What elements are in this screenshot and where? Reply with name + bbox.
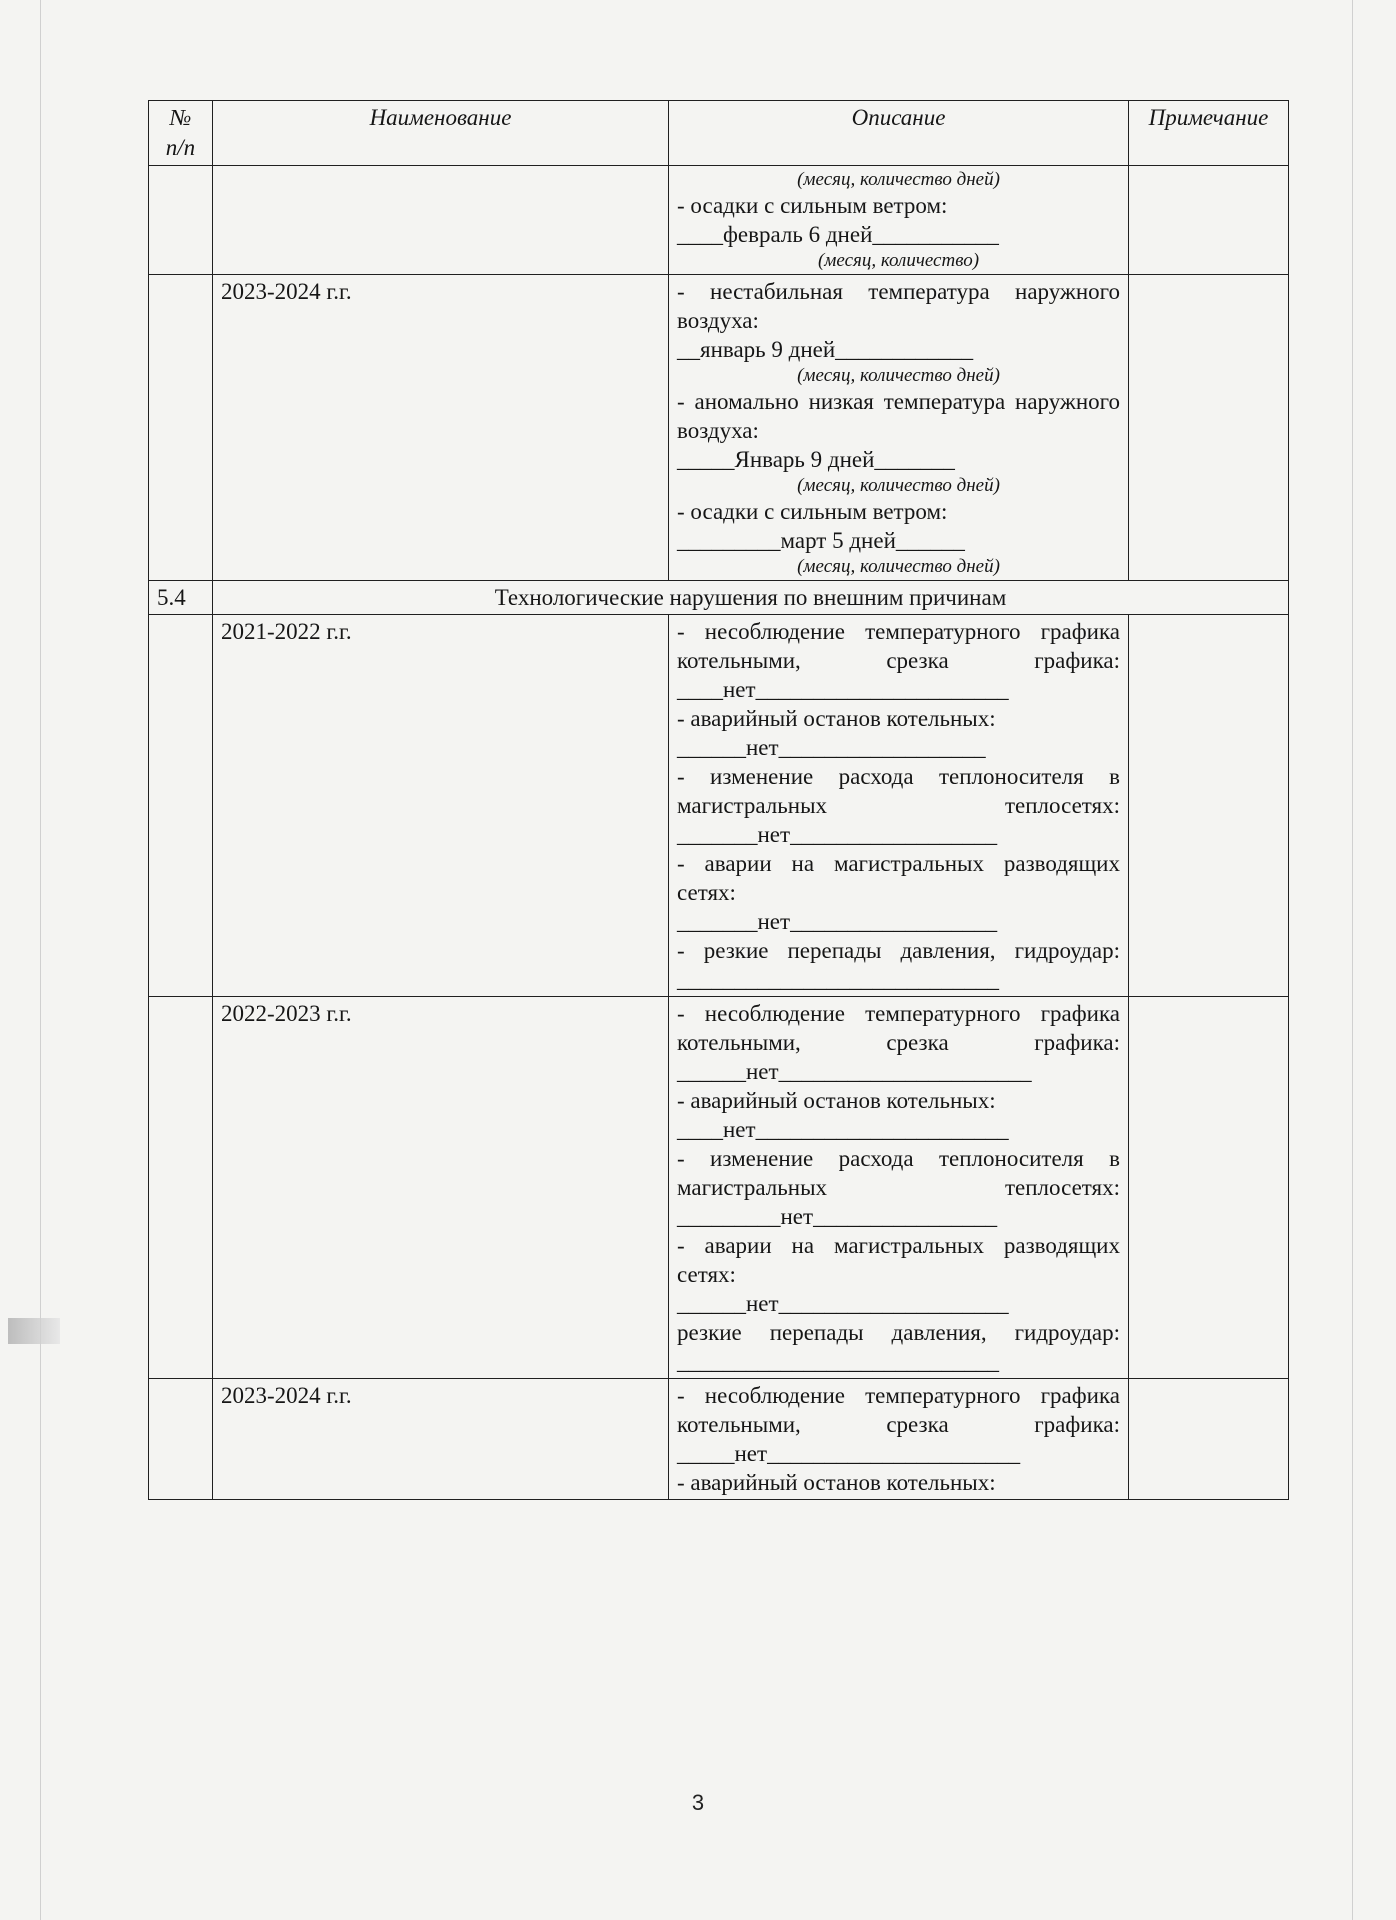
caption: (месяц, количество) xyxy=(817,250,980,271)
scan-line xyxy=(1352,0,1353,1920)
desc-line: - аномально низкая температура наружного воздуха: xyxy=(677,389,1120,443)
header-num: № п/п xyxy=(149,101,213,166)
fill-line: ______нет____________________ xyxy=(677,1291,1009,1316)
caption: (месяц, количество дней) xyxy=(797,365,1000,386)
scan-artifact xyxy=(8,1318,60,1344)
desc-line: - осадки с сильным ветром: xyxy=(677,499,948,524)
caption: (месяц, количество дней) xyxy=(797,556,1000,577)
desc-cell xyxy=(669,275,1129,581)
desc-line: - осадки с сильным ветром: xyxy=(677,193,948,218)
desc-line: - аварии на магистральных разводящих сетях: xyxy=(677,1233,1120,1287)
fill-line: _____нет______________________ xyxy=(677,1441,1021,1466)
section-title: Технологические нарушения по внешним причинам xyxy=(213,581,1289,615)
fill-line: ____________________________ xyxy=(677,1349,999,1374)
note-cell xyxy=(1129,166,1289,275)
desc-cell xyxy=(669,1379,1129,1500)
period-label: 2023-2024 г.г. xyxy=(213,275,669,581)
period-label: 2021-2022 г.г. xyxy=(213,615,669,997)
num-cell xyxy=(149,275,213,581)
note-cell xyxy=(1129,1379,1289,1500)
desc-line: - аварии на магистральных разводящих сетях: xyxy=(677,851,1120,905)
num-cell xyxy=(149,615,213,997)
note-cell xyxy=(1129,997,1289,1379)
fill-line: _________март 5 дней______ xyxy=(677,528,965,553)
desc-line: - изменение расхода теплоносителя в магистральных теплосетях: xyxy=(677,1146,1120,1200)
num-cell xyxy=(149,166,213,275)
section-number: 5.4 xyxy=(149,581,213,615)
header-note: Примечание xyxy=(1129,101,1289,166)
desc-line: - аварийный останов котельных: xyxy=(677,706,996,731)
table-row xyxy=(149,1379,1289,1500)
table-row xyxy=(149,997,1289,1379)
table-header-row xyxy=(149,101,1289,166)
header-desc: Описание xyxy=(669,101,1129,166)
section-row xyxy=(149,581,1289,615)
desc-line: - несоблюдение температурного графика котельными, срезка графика: xyxy=(677,1001,1120,1055)
fill-line: ____февраль 6 дней___________ xyxy=(677,222,999,247)
page-number: 3 xyxy=(691,1790,705,1815)
desc-cell xyxy=(669,997,1129,1379)
table-row xyxy=(149,615,1289,997)
period-label: 2022-2023 г.г. xyxy=(213,997,669,1379)
note-cell xyxy=(1129,615,1289,997)
desc-line: - аварийный останов котельных: xyxy=(677,1470,996,1495)
desc-cell xyxy=(669,615,1129,997)
fill-line: _____Январь 9 дней_______ xyxy=(677,447,955,472)
fill-line: ____________________________ xyxy=(677,967,999,992)
note-cell xyxy=(1129,275,1289,581)
fill-line: _______нет__________________ xyxy=(677,909,998,934)
caption: (месяц, количество дней) xyxy=(797,475,1000,496)
period-label: 2023-2024 г.г. xyxy=(213,1379,669,1500)
table-row xyxy=(149,275,1289,581)
desc-line: - резкие перепады давления, гидроудар: xyxy=(677,938,1120,963)
desc-line: - изменение расхода теплоносителя в магистральных теплосетях: xyxy=(677,764,1120,818)
scan-line xyxy=(40,0,41,1920)
desc-line: - несоблюдение температурного графика котельными, срезка графика: xyxy=(677,619,1120,673)
fill-line: ______нет______________________ xyxy=(677,1059,1032,1084)
fill-line: _________нет________________ xyxy=(677,1204,998,1229)
desc-cell xyxy=(669,166,1129,275)
desc-line: - аварийный останов котельных: xyxy=(677,1088,996,1113)
main-table xyxy=(148,100,1289,1500)
fill-line: ______нет__________________ xyxy=(677,735,986,760)
table-row xyxy=(149,166,1289,275)
num-cell xyxy=(149,997,213,1379)
num-cell xyxy=(149,1379,213,1500)
desc-line: резкие перепады давления, гидроудар: xyxy=(677,1320,1120,1345)
fill-line: _______нет__________________ xyxy=(677,822,998,847)
desc-line: - нестабильная температура наружного воздуха: xyxy=(677,279,1120,333)
header-name: Наименование xyxy=(213,101,669,166)
caption: (месяц, количество дней) xyxy=(797,169,1000,190)
desc-line: - несоблюдение температурного графика котельными, срезка графика: xyxy=(677,1383,1120,1437)
fill-line: ____нет______________________ xyxy=(677,677,1009,702)
name-cell xyxy=(213,166,669,275)
fill-line: __январь 9 дней____________ xyxy=(677,337,974,362)
fill-line: ____нет______________________ xyxy=(677,1117,1009,1142)
